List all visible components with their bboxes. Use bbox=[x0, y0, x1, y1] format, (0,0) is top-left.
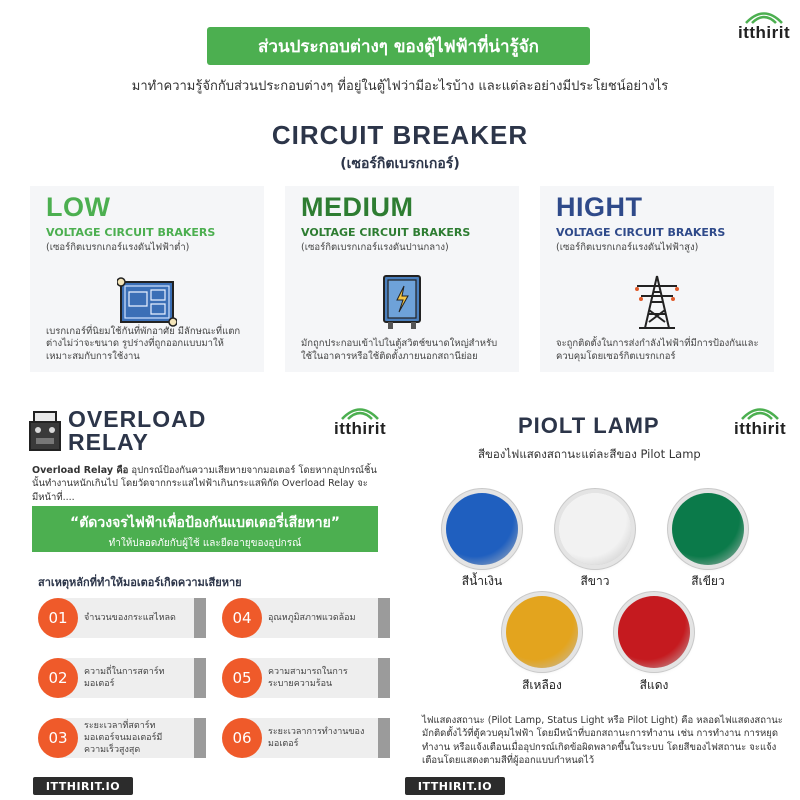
blueprint-icon bbox=[117, 272, 177, 332]
wifi-arc-icon bbox=[338, 406, 382, 420]
cause-number: 03 bbox=[38, 718, 78, 758]
itthirit-logo-top bbox=[738, 10, 790, 41]
cb-voltage: VOLTAGE CIRCUIT BRAKERS bbox=[556, 226, 726, 239]
footer-right bbox=[405, 777, 505, 795]
footer-text: ITTHIRIT.IO bbox=[417, 779, 493, 793]
pilot-lamp-title: PIOLT LAMP bbox=[518, 413, 660, 438]
lamp-label: สีน้ำเงิน bbox=[461, 574, 503, 588]
cause-text: อุณหภูมิสภาพแวดล้อม bbox=[268, 612, 356, 623]
cb-description: เบรกเกอร์ที่นิยมใช้กันที่พักอาศัย มีลักษณะที่แตกต่างไม่ว่าจะขนาด รูปร่างที่ถูกออกแบบมาให้เหมาะสมกับการใช้งาน bbox=[46, 325, 241, 363]
overload-relay-description bbox=[32, 464, 377, 504]
lamp-label: สีแดง bbox=[639, 678, 669, 692]
page-title: ส่วนประกอบต่างๆ ของตู้ไฟฟ้าที่น่ารู้จัก bbox=[258, 36, 539, 57]
cause-number: 06 bbox=[222, 718, 262, 758]
cause-number: 04 bbox=[222, 598, 262, 638]
footer-text: ITTHIRIT.IO bbox=[45, 779, 121, 793]
cb-voltage: VOLTAGE CIRCUIT BRAKERS bbox=[301, 226, 471, 239]
electrical-cabinet-icon bbox=[372, 272, 432, 332]
itthirit-logo-left bbox=[334, 406, 386, 437]
cb-thai: (เซอร์กิตเบรกเกอร์แรงดันไฟฟ้าสูง) bbox=[556, 242, 699, 253]
circuit-breaker-subtitle: (เซอร์กิตเบรกเกอร์) bbox=[340, 156, 460, 172]
cause-number: 01 bbox=[38, 598, 78, 638]
pilot-lamp-description: ไฟแสดงสถานะ (Pilot Lamp, Status Light หรือ Pilot Light) คือ หลอดไฟแสดงสถานะ มักติดตั้งไว้ที่ตู้ควบคุมไฟฟ้า โดยมีหน้าที่บอกสถานะการทำงาน เช่น การทำงาน การหยุดทำงาน หรือแจ้งเตือนเมื่ออุปกรณ์เกิดข้อผิดพลาดขึ้นในระบบ โดยสีของไฟสถานะ จะแจ้งเตือนโดยแสดงตามสีที่ผู้ออกแบบกำหนดไว้ bbox=[422, 715, 783, 766]
causes-title: สาเหตุหลักที่ทำให้มอเตอร์เกิดความเสียหาย bbox=[38, 576, 242, 589]
cause-number: 05 bbox=[222, 658, 262, 698]
cb-thai: (เซอร์กิตเบรกเกอร์แรงดันไฟฟ้าต่ำ) bbox=[46, 242, 190, 253]
title-line: RELAY bbox=[68, 429, 149, 456]
footer-left bbox=[33, 777, 133, 795]
page-subtitle: มาทำความรู้จักกับส่วนประกอบต่างๆ ที่อยู่ในตู้ไฟว่ามีอะไรบ้าง และแต่ละอย่างมีประโยชน์อย่างไร bbox=[131, 79, 669, 94]
cause-text: ระยะเวลาที่สตาร์ทมอเตอร์จนมอเตอร์มีความเร็วสูงสุด bbox=[84, 720, 163, 756]
overload-relay-title bbox=[68, 408, 206, 455]
cb-thai: (เซอร์กิตเบรกเกอร์แรงดันปานกลาง) bbox=[301, 242, 449, 253]
cause-item bbox=[38, 658, 194, 698]
page-title-banner bbox=[207, 27, 590, 65]
desc-text: อุปกรณ์ป้องกันความเสียหายจากมอเตอร์ โดยหากอุปกรณ์ชิ้นนั้นทำงานหนักเกินไป โดยวัดจากกระแสไฟฟ้าเกินกระแสพิกัด Overload Relay จะมีหน้าที่.... bbox=[32, 465, 377, 503]
cause-text: ระยะเวลาการทำงานของมอเตอร์ bbox=[268, 726, 365, 749]
lamp-green bbox=[672, 493, 744, 565]
cb-voltage: VOLTAGE CIRCUIT BRAKERS bbox=[46, 226, 216, 239]
wifi-arc-icon bbox=[738, 406, 782, 420]
logo-text: itthirit bbox=[334, 419, 387, 438]
cause-item bbox=[38, 598, 194, 638]
lamp-red bbox=[618, 596, 690, 668]
lamp-label: สีขาว bbox=[580, 574, 610, 588]
cause-number: 02 bbox=[38, 658, 78, 698]
cause-bar bbox=[194, 658, 206, 698]
lamp-yellow bbox=[506, 596, 578, 668]
cb-description: จะถูกติดตั้งในการส่งกำลังไฟฟ้าที่มีการป้องกันและควบคุมโดยเซอร์กิตเบรกเกอร์ bbox=[556, 338, 759, 363]
lamp-label: สีเหลือง bbox=[522, 678, 562, 692]
cb-level: LOW bbox=[46, 192, 111, 222]
cause-text: ความสามารถในการระบายความร้อน bbox=[268, 666, 348, 689]
overload-relay-icon bbox=[28, 410, 62, 454]
cause-item bbox=[222, 598, 378, 638]
cause-bar bbox=[194, 718, 206, 758]
circuit-breaker-title: CIRCUIT BREAKER bbox=[271, 120, 529, 150]
cause-bar bbox=[378, 718, 390, 758]
cb-card-medium bbox=[285, 186, 519, 372]
lamp-white bbox=[559, 493, 631, 565]
itthirit-logo-right bbox=[734, 406, 786, 437]
wifi-arc-icon bbox=[742, 10, 786, 24]
cause-item bbox=[38, 718, 194, 758]
overload-relay-banner bbox=[32, 506, 378, 552]
cause-bar bbox=[378, 658, 390, 698]
cb-level: HIGHT bbox=[556, 192, 643, 222]
cause-bar bbox=[378, 598, 390, 638]
pilot-lamp-subtitle: สีของไฟแสดงสถานะแต่ละสีของ Pilot Lamp bbox=[478, 447, 701, 461]
cause-bar bbox=[194, 598, 206, 638]
logo-text: itthirit bbox=[738, 23, 791, 42]
cause-item bbox=[222, 658, 378, 698]
lamp-blue bbox=[446, 493, 518, 565]
cb-level: MEDIUM bbox=[301, 192, 414, 222]
banner-subtext: ทำให้ปลอดภัยกับผู้ใช้ และยืดอายุของอุปกรณ์ bbox=[108, 538, 302, 549]
cause-text: จำนวนของกระแสไหลด bbox=[84, 612, 176, 623]
transmission-tower-icon bbox=[627, 272, 687, 332]
cb-card-high bbox=[540, 186, 774, 372]
cause-text: ความถี่ในการสตาร์ทมอเตอร์ bbox=[84, 666, 165, 689]
desc-bold: Overload Relay คือ bbox=[32, 465, 129, 476]
logo-text: itthirit bbox=[734, 419, 787, 438]
cb-description: มักถูกประกอบเข้าไปในตู้สวิตช์ขนาดใหญ่สำหรับใช้ในอาคารหรือใช้ติดตั้งภายนอกสถานีย่อย bbox=[301, 338, 498, 363]
banner-quote: “ตัดวงจรไฟฟ้าเพื่อป้องกันแบตเตอรี่เสียหาย” bbox=[70, 515, 340, 531]
cb-card-low bbox=[30, 186, 264, 372]
lamp-label: สีเขียว bbox=[691, 574, 725, 588]
cause-item bbox=[222, 718, 378, 758]
title-line: OVERLOAD bbox=[68, 406, 207, 432]
